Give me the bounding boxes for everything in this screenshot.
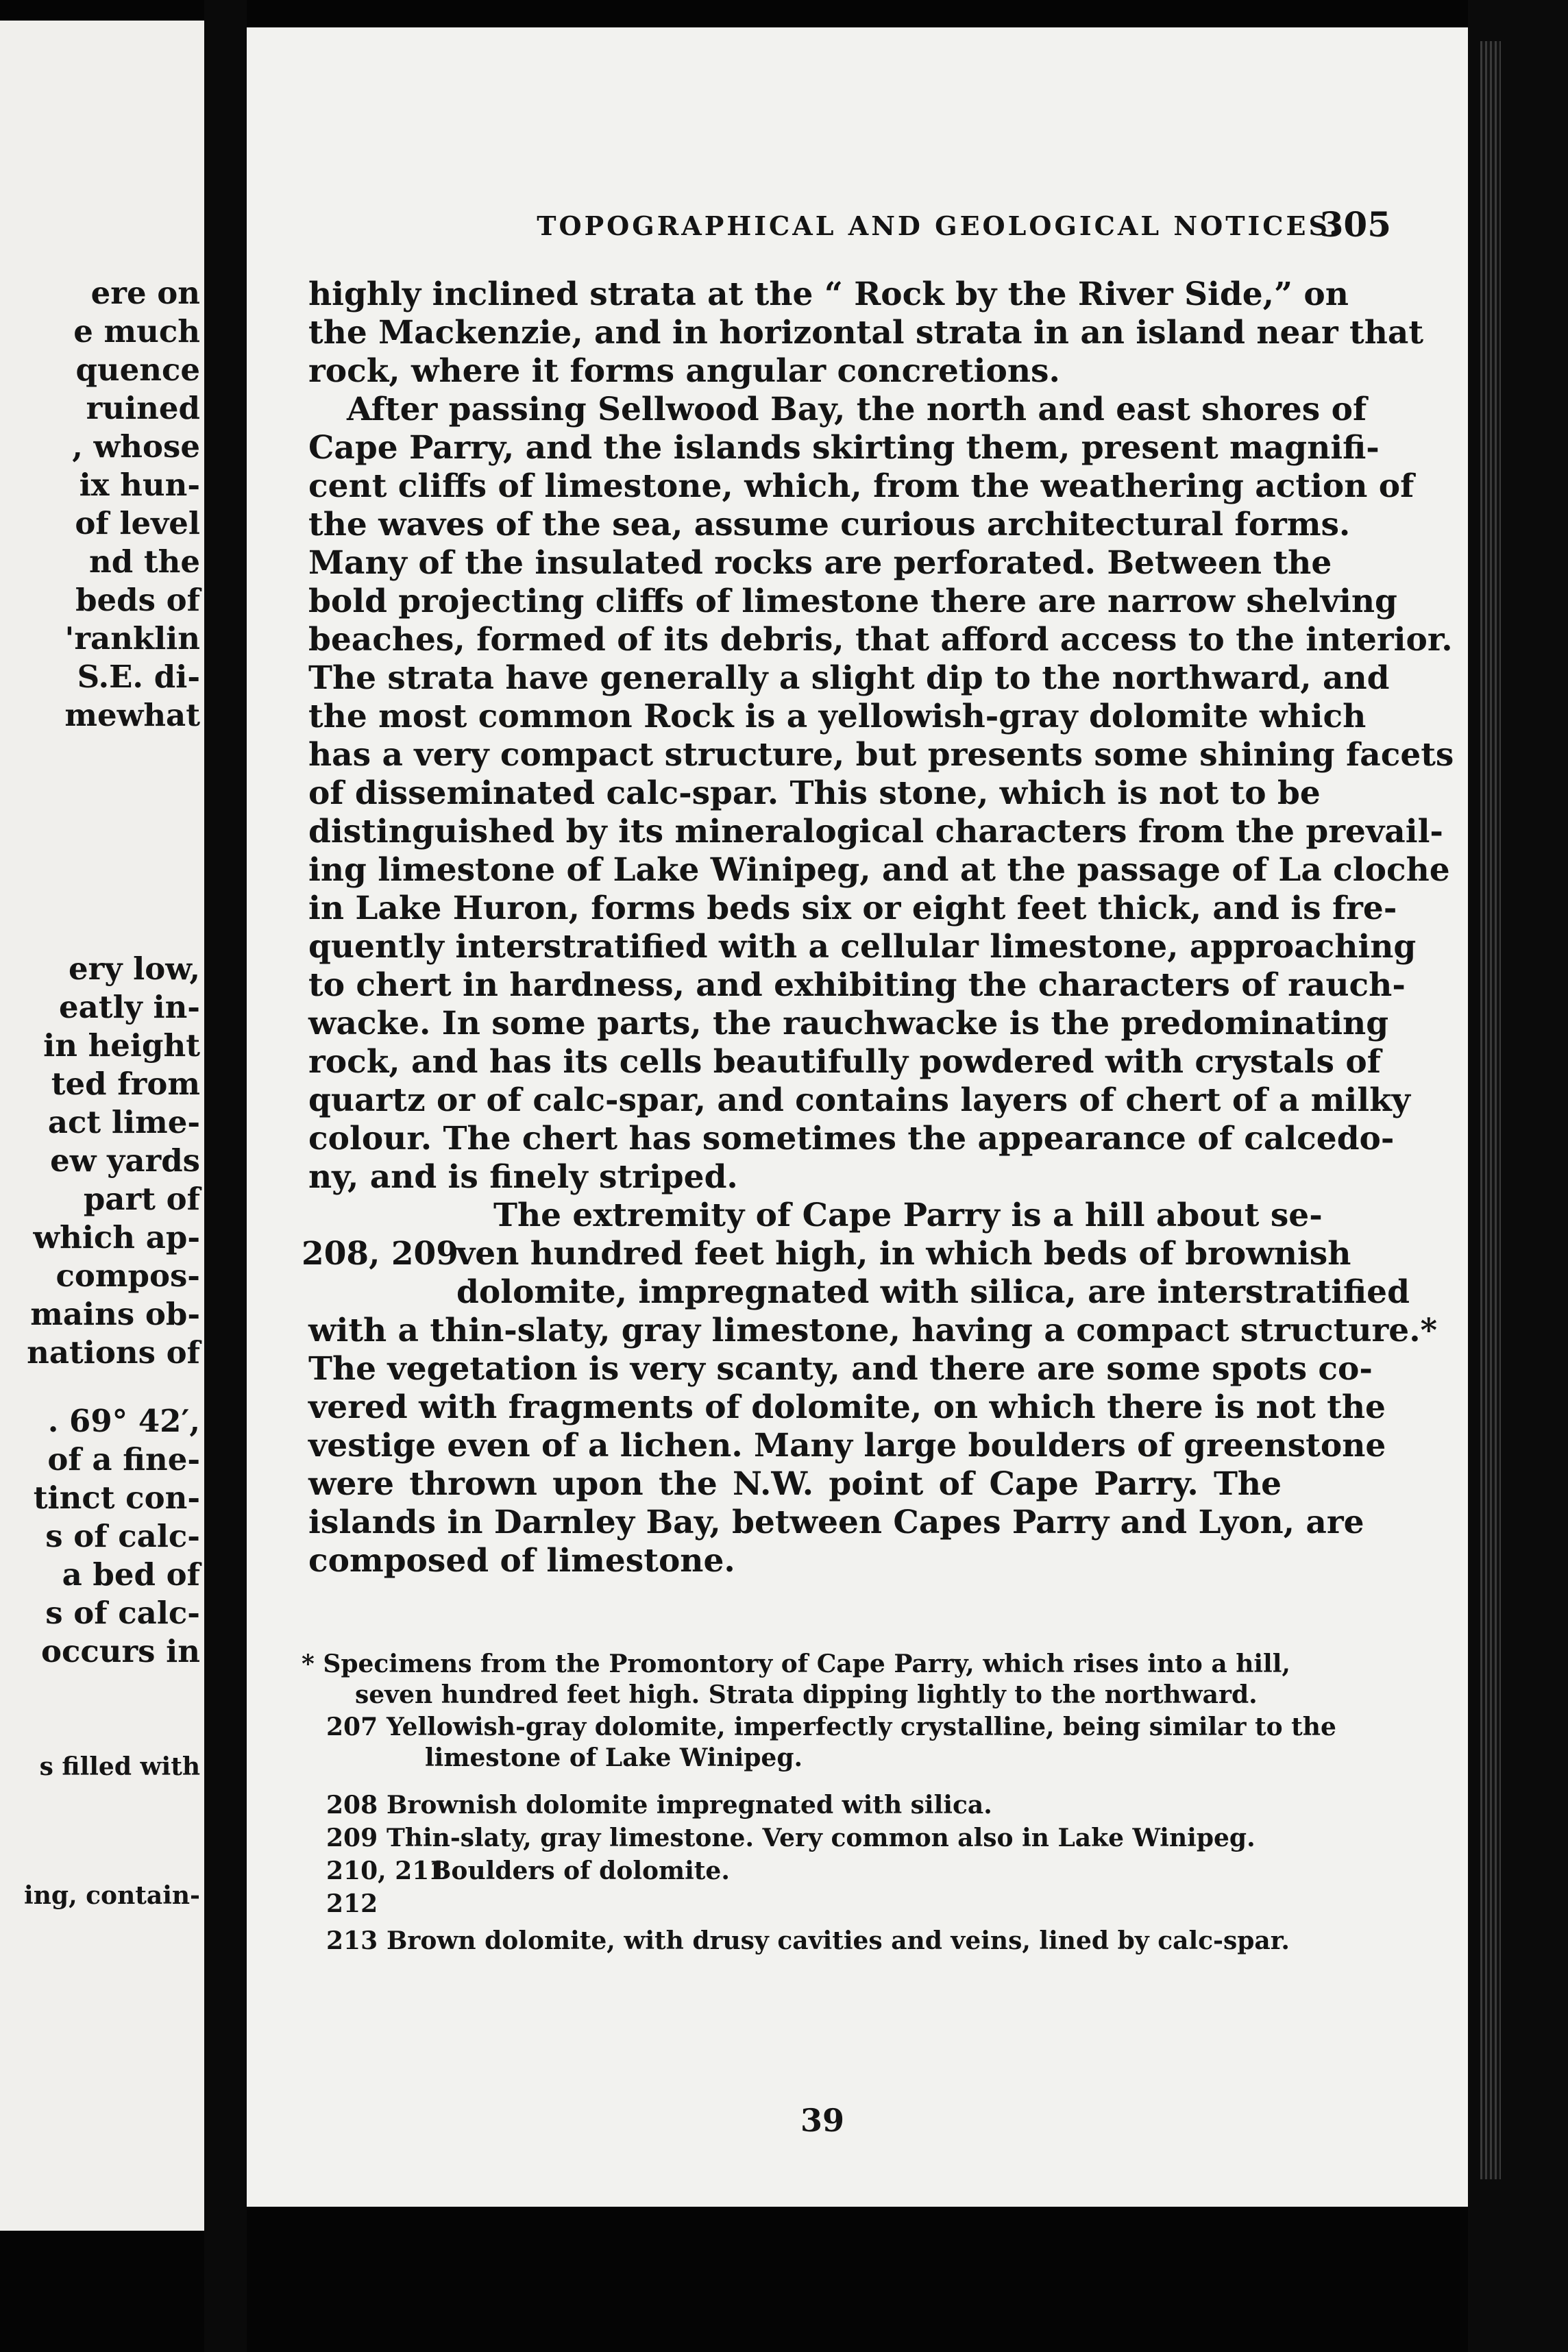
text-line: The vegetation is very scanty, and there are some spots co- [308, 1350, 1373, 1388]
text-line: After passing Sellwood Bay, the north and east shores of [347, 391, 1367, 428]
left-page-line: . 69° 42′, [47, 1403, 200, 1439]
footnote-number: 208 [326, 1791, 378, 1820]
left-page-line: e much [73, 313, 200, 350]
text-line: islands in Darnley Bay, between Capes Parry and Lyon, are [308, 1504, 1364, 1541]
left-page-line: s filled with [39, 1752, 200, 1781]
footnote-text: Yellowish-gray dolomite, imperfectly crystalline, being similar to the [387, 1713, 1336, 1741]
left-page-line: quence [75, 352, 200, 388]
left-page-line: ew yards [50, 1142, 200, 1179]
left-page-line: occurs in [40, 1633, 200, 1669]
left-page-line: mewhat [64, 697, 200, 733]
page-number: 305 [1319, 204, 1391, 245]
text-line: has a very compact structure, but presents some shining facets [308, 736, 1454, 774]
left-page-line: ery low, [69, 951, 200, 987]
text-line: were thrown upon the N.W. point of Cape Parry. The [308, 1465, 1282, 1503]
footnote-intro: * Specimens from the Promontory of Cape Parry, which rises into a hill, [302, 1650, 1290, 1678]
text-line: vestige even of a lichen. Many large boulders of greenstone [308, 1427, 1386, 1465]
footnote-number: 210, 211 [326, 1857, 447, 1885]
specimen-margin-note: 208, 209 [302, 1235, 458, 1273]
text-line: beaches, formed of its debris, that afford access to the interior. [308, 621, 1453, 659]
text-line: highly inclined strata at the “ Rock by the River Side,” on [308, 275, 1349, 313]
text-line: The strata have generally a slight dip to the northward, and [308, 659, 1390, 697]
left-page-line: s of calc- [45, 1595, 200, 1631]
text-line: to chert in hardness, and exhibiting the characters of rauch- [308, 966, 1406, 1004]
left-page-line: nd the [89, 543, 200, 580]
page-edges [1480, 41, 1501, 2179]
footnote-number: 213 [326, 1926, 378, 1955]
footnote-number: 207 [326, 1713, 378, 1741]
left-page-line: of level [75, 505, 200, 541]
footnote-text: limestone of Lake Winipeg. [425, 1743, 803, 1772]
left-page-line: s of calc- [45, 1518, 200, 1554]
left-page-line: nations of [27, 1334, 200, 1371]
left-page-line: part of [83, 1181, 200, 1217]
text-line: quartz or of calc-spar, and contains layers of chert of a milky [308, 1081, 1410, 1119]
text-line: composed of limestone. [308, 1542, 735, 1580]
text-line: Cape Parry, and the islands skirting them, present magnifi- [308, 429, 1380, 467]
text-line: the Mackenzie, and in horizontal strata in an island near that [308, 314, 1424, 352]
text-line: the most common Rock is a yellowish-gray dolomite which [308, 698, 1367, 735]
text-line: rock, and has its cells beautifully powdered with crystals of [308, 1043, 1381, 1081]
left-page-line: act lime- [47, 1104, 200, 1140]
text-line: ny, and is finely striped. [308, 1158, 738, 1196]
left-page-line: of a fine- [47, 1441, 200, 1478]
text-line: ing limestone of Lake Winipeg, and at the passage of La cloche [308, 851, 1450, 889]
left-page-line: ix hun- [79, 467, 200, 503]
left-page-fragment [0, 21, 204, 2231]
left-page-line: which ap- [33, 1219, 200, 1255]
footnote-intro: seven hundred feet high. Strata dipping lightly to the northward. [355, 1680, 1258, 1709]
footnote-number: 212 [326, 1889, 378, 1918]
signature-mark: 39 [800, 2102, 844, 2139]
left-page-line: ing, contain- [24, 1881, 200, 1910]
text-line: rock, where it forms angular concretions. [308, 352, 1060, 390]
left-page-line: 'ranklin [64, 620, 200, 657]
main-page [247, 27, 1468, 2207]
running-title: TOPOGRAPHICAL AND GEOLOGICAL NOTICES. [537, 210, 1341, 241]
left-page-line: compos- [56, 1258, 200, 1294]
text-line: colour. The chert has sometimes the appearance of calcedo- [308, 1120, 1395, 1157]
left-page-line: ted from [51, 1066, 200, 1102]
text-line: of disseminated calc-spar. This stone, which is not to be [308, 774, 1321, 812]
text-line: vered with fragments of dolomite, on which there is not the [308, 1388, 1386, 1426]
left-page-line: a bed of [62, 1556, 200, 1593]
left-page-line: beds of [75, 582, 200, 618]
text-line: with a thin-slaty, gray limestone, having a compact structure.* [308, 1312, 1438, 1349]
text-line: Many of the insulated rocks are perforated. Between the [308, 544, 1332, 582]
left-page-line: S.E. di- [77, 659, 200, 695]
text-line: The extremity of Cape Parry is a hill about se- [493, 1197, 1323, 1234]
text-line: cent cliffs of limestone, which, from the weathering action of [308, 467, 1414, 505]
left-page-line: ere on [90, 275, 200, 311]
text-line: quently interstratified with a cellular limestone, approaching [308, 928, 1417, 966]
left-page-line: tinct con- [33, 1480, 200, 1516]
footnote-number: 209 [326, 1824, 378, 1852]
left-page-line: in height [43, 1027, 200, 1064]
left-page-line: eatly in- [59, 989, 200, 1025]
footnote-text: Brownish dolomite impregnated with silica. [387, 1791, 992, 1820]
footnote-text: Boulders of dolomite. [430, 1857, 730, 1885]
text-line: in Lake Huron, forms beds six or eight feet thick, and is fre- [308, 890, 1397, 927]
text-line: the waves of the sea, assume curious architectural forms. [308, 506, 1351, 543]
text-line: dolomite, impregnated with silica, are interstratified [456, 1273, 1410, 1311]
left-page-line: , whose [72, 428, 200, 465]
footnote-text: Thin-slaty, gray limestone. Very common also in Lake Winipeg. [387, 1824, 1255, 1852]
text-line: wacke. In some parts, the rauchwacke is the predominating [308, 1005, 1389, 1042]
text-line: bold projecting cliffs of limestone there are narrow shelving [308, 583, 1397, 620]
book-gutter [204, 0, 247, 2352]
text-line: distinguished by its mineralogical characters from the prevail- [308, 813, 1443, 850]
footnote-text: Brown dolomite, with drusy cavities and veins, lined by calc-spar. [387, 1926, 1290, 1955]
left-page-line: ruined [86, 390, 200, 426]
text-line: ven hundred feet high, in which beds of brownish [456, 1235, 1351, 1273]
left-page-line: mains ob- [30, 1296, 200, 1332]
